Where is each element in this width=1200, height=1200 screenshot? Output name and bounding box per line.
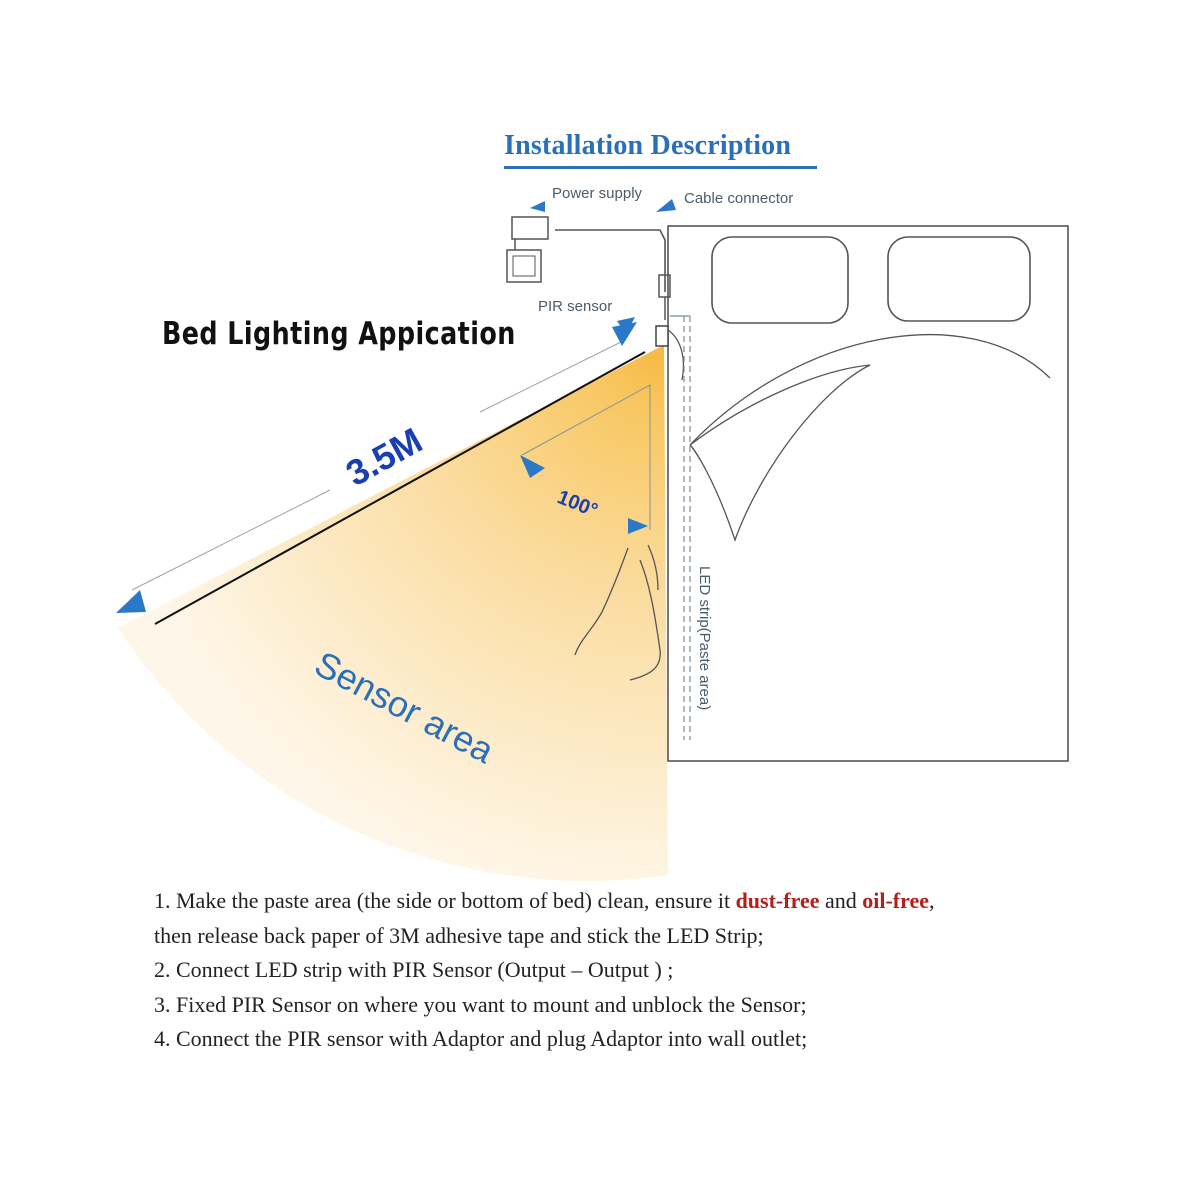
cable-connector-arrow [656,199,676,212]
sensor-wire [668,330,683,380]
cable-connector-label: Cable connector [684,190,794,207]
power-adapter [512,217,548,239]
page-title: Installation Description [504,130,792,161]
angle-label: 100° [554,486,601,523]
power-supply-label: Power supply [552,185,643,202]
power-supply-arrow [530,201,545,212]
step-1-text: 1. Make the paste area (the side or bottom of bed) clean, ensure it [154,888,736,913]
wall-outlet-inner [513,256,535,276]
sensor-area-cone [118,345,668,881]
step-3: 3. Fixed PIR Sensor on where you want to mount and unblock the Sensor; [154,991,807,1017]
pillow-left [712,237,848,323]
pillow-right [888,237,1030,321]
step-1-and: and [819,888,863,913]
distance-arrow-left [116,590,146,613]
sensor-area-label: Sensor area [308,642,501,772]
application-title: Bed Lighting Appication [162,316,516,352]
title-underline [504,166,817,169]
bed-frame [668,226,1068,761]
pir-sensor-label: PIR sensor [538,298,613,315]
wall-outlet [507,250,541,282]
step-1-line-2: then release back paper of 3M adhesive tape and stick the LED Strip; [154,922,764,948]
step-1-line-1 [154,884,935,919]
blanket-fold [690,335,1050,540]
step-1-comma: , [929,888,935,913]
distance-label: 3.5M [339,419,429,494]
led-strip-label: LED strip(Paste area) [696,566,713,711]
oil-free-highlight: oil-free [862,888,930,913]
pir-sensor-device [656,326,668,346]
instruction-steps [154,884,935,1057]
step-4: 4. Connect the PIR sensor with Adaptor and plug Adaptor into wall outlet; [154,1026,808,1051]
step-2: 2. Connect LED strip with PIR Sensor (Output – Output ) ; [154,957,674,982]
dust-free-highlight: dust-free [735,888,820,913]
power-cable [555,230,665,292]
